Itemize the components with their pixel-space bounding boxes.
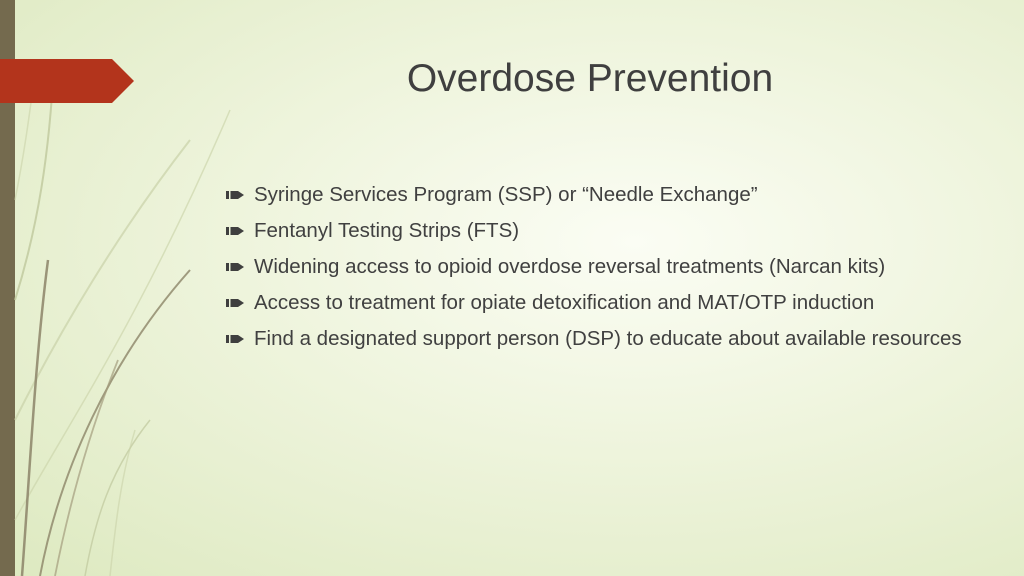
- list-item: [226, 218, 986, 244]
- title-accent-tab: [0, 59, 134, 103]
- pencil-icon: [226, 298, 244, 308]
- pencil-icon: [226, 190, 244, 200]
- list-item: [226, 182, 986, 208]
- bullet-text: Fentanyl Testing Strips (FTS): [254, 219, 520, 242]
- list-item: [226, 254, 986, 280]
- list-item: [226, 326, 986, 352]
- list-item: [226, 290, 986, 316]
- bullet-text: Access to treatment for opiate detoxification and MAT/OTP induction: [254, 291, 875, 314]
- pencil-icon: [226, 262, 244, 272]
- pencil-icon: [226, 334, 244, 344]
- slide-title: Overdose Prevention: [406, 57, 774, 100]
- bullet-text: Syringe Services Program (SSP) or “Needle Exchange”: [254, 183, 758, 206]
- bullet-text: Find a designated support person (DSP) to educate about available resources: [254, 327, 962, 350]
- pencil-icon: [226, 226, 244, 236]
- bullet-list: [226, 182, 986, 362]
- bullet-text: Widening access to opioid overdose reversal treatments (Narcan kits): [254, 255, 886, 278]
